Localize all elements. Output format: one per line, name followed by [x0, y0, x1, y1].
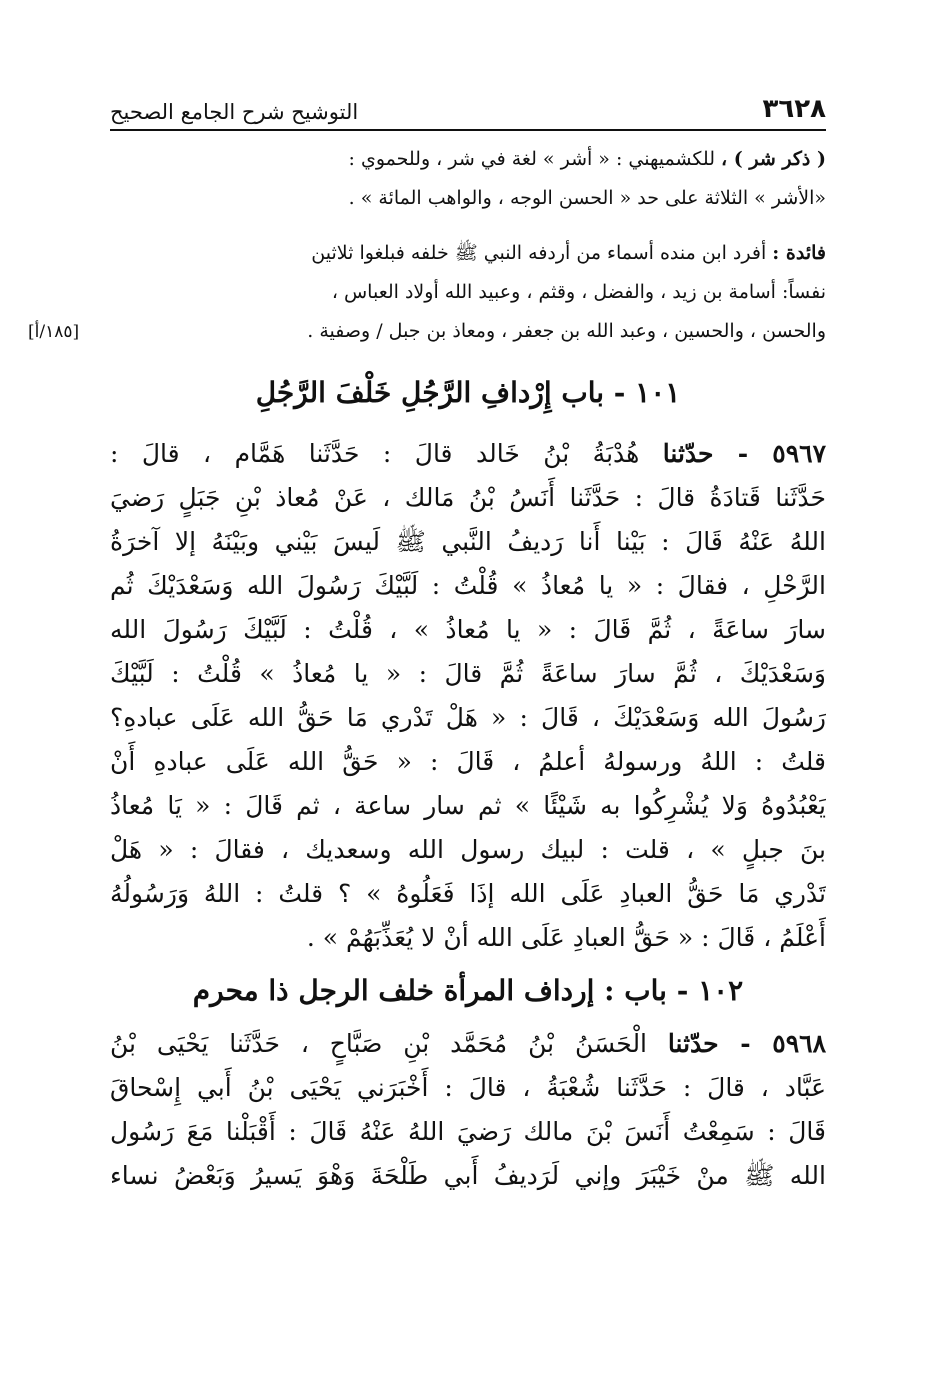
commentary-line: والحسن ، والحسين ، وعبد الله بن جعفر ، ومعاذ بن جبل / وصفية . — [307, 320, 826, 342]
hadith-5968 — [110, 1022, 826, 1198]
hadith-line: بنَ جبلٍ » ، قلت : لبيك رسول الله وسعديك ، فقالَ : « هَلْ — [110, 835, 826, 864]
header-divider — [110, 129, 826, 131]
spacer — [110, 218, 826, 234]
commentary-keyword: ( ذكر شر ) ، — [721, 148, 826, 170]
hadith-line: قَالَ : سَمِعْتُ أَنَسَ بْنَ مالك رَضيَ اللهُ عَنْهُ قَالَ : أَقْبَلْنا مَعَ رَسُول — [110, 1117, 826, 1146]
folio-marker: [١٨٥/أ] — [28, 322, 80, 342]
commentary-keyword: فائدة : — [772, 242, 826, 264]
commentary-line — [110, 234, 826, 273]
page-header — [110, 84, 826, 124]
hadith-line: حَدَّثَنا قَتادَةُ قالَ : حَدَّثَنا أَنَسُ بْنُ مَالك ، عَنْ مُعاذ بْنِ جَبَلٍ رَضيَ — [110, 483, 826, 512]
hadith-line: الله ﷺ منْ خَيْبَرَ وإني لَرَديفُ أَبي طَلْحَةَ وَهْوَ يَسيرُ وَبَعْضُ نساء — [110, 1161, 826, 1190]
page-number: ٣٦٢٨ — [762, 94, 826, 124]
commentary-line: نفساً: أسامة بن زيد ، والفضل ، وقثم ، وعبيد الله أولاد العباس ، — [331, 281, 826, 303]
hadith-line: عَبَّاد ، قالَ : حَدَّثَنا شُعْبَةُ ، قالَ : أَخْبَرَني يَحْيَى بْنُ أَبي إِسْحاقَ — [110, 1073, 826, 1102]
hadith-number: ٥٩٦٧ - حدّثنا — [662, 439, 826, 468]
chapter-heading-101: ١٠١ - باب إِرْدافِ الرَّجُلِ خَلْفَ الرَّجُلِ — [255, 376, 681, 409]
hadith-5967 — [110, 432, 826, 960]
hadith-line: قلتُ : اللهُ ورسولهُ أعلمُ ، قَالَ : « حَقُّ الله عَلَى عبادهِ أَنْ — [110, 747, 826, 776]
commentary-line — [110, 140, 826, 179]
hadith-line: الرَّحْلِ ، فقالَ : « يا مُعاذُ » قُلْتُ : لَبَّيْكَ رَسُولَ الله وَسَعْدَيْكَ ثُم — [110, 571, 826, 600]
commentary-text: أفرد ابن منده أسماء من أردفه النبي ﷺ خلفه فبلغوا ثلاثين — [311, 242, 767, 264]
hadith-line: تَدْري مَا حَقُّ العبادِ عَلَى الله إذَا فَعَلُوهُ » ؟ قلتُ : اللهُ وَرَسُولُهُ — [110, 879, 826, 908]
hadith-line: سارَ ساعَةً ، ثُمَّ قَالَ : « يا مُعاذُ » ، قُلْتُ : لَبَّيْكَ رَسُولَ الله — [110, 615, 826, 644]
hadith-line: وَسَعْدَيْكَ ، ثُمَّ سارَ ساعَةً ثُمَّ قالَ : « يا مُعاذُ » قُلْتُ : لَبَّيْكَ — [110, 659, 826, 688]
spacer — [110, 424, 826, 432]
hadith-line: اللهُ عَنْهُ قَالَ : بَيْنا أَنا رَديفُ النَّبي ﷺ لَيسَ بَيْني وبَيْنَهُ إلا آخرَةُ — [110, 527, 826, 556]
hadith-line: أَعْلَمُ ، قَالَ : « حَقُّ العبادِ عَلَى الله أنْ لا يُعَذِّبَهُمْ » . — [306, 923, 826, 952]
running-title: التوشيح شرح الجامع الصحيح — [110, 100, 359, 124]
hadith-text: الْحَسَنُ بْنُ مُحَمَّد بْنِ صَبَّاحٍ ، حَدَّثَنا يَحْيَى بْنُ — [110, 1029, 648, 1058]
hadith-line: رَسُولَ الله وَسَعْدَيْكَ ، قَالَ : « هَلْ تَدْري مَا حَقُّ الله عَلَى عبادهِ؟ — [110, 703, 826, 732]
commentary-line: «الأشر » الثلاثة على حد « الحسن الوجه ، والواهب المائة » . — [348, 187, 826, 209]
hadith-text: هُدْبَةُ بْنُ خَالد قالَ : حَدَّثَنا هَمَّام ، قالَ : — [110, 439, 640, 468]
main-text — [110, 362, 826, 1198]
commentary-text: للكشميهني : « أشر » لغة في شر ، وللحموي : — [348, 148, 715, 170]
hadith-line — [110, 432, 826, 476]
commentary-block — [110, 140, 826, 351]
chapter-heading-102: ١٠٢ - باب : إرداف المرأة خلف الرجل ذا محرم — [192, 974, 744, 1007]
hadith-number: ٥٩٦٨ - حدّثنا — [667, 1029, 826, 1058]
hadith-line: يَعْبُدُوهُ وَلا يُشْرِكُوا به شَيْئًا » ثم سار ساعة ، ثم قَالَ : « يَا مُعاذُ — [110, 791, 826, 820]
hadith-line — [110, 1022, 826, 1066]
